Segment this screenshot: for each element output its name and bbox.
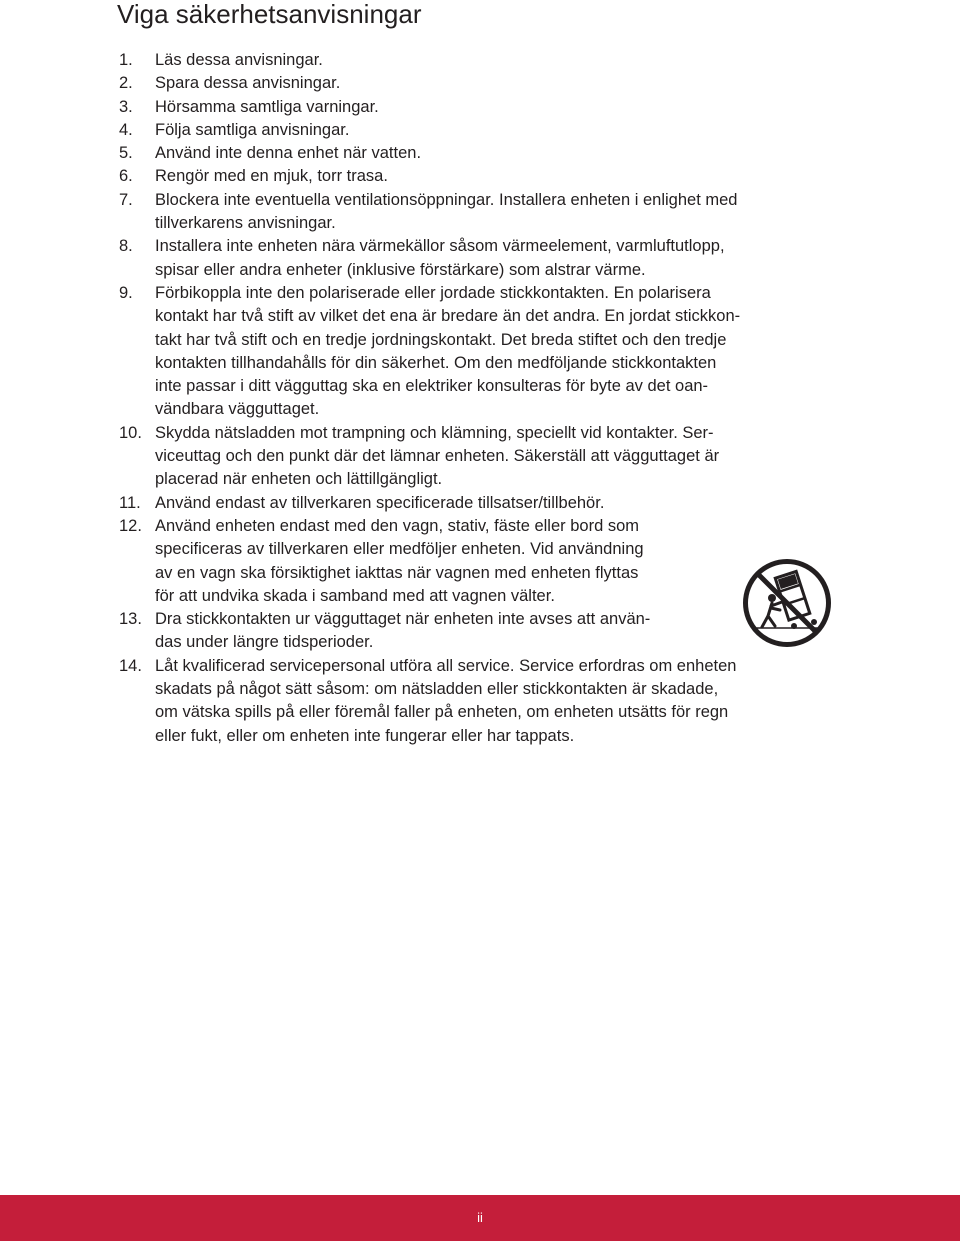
- list-item-text: [155, 72, 740, 95]
- list-item-number: 11.: [119, 493, 141, 512]
- list-item-number: 5.: [119, 144, 133, 163]
- list-item-line: specificeras av tillverkaren eller medföljer enheten. Vid användning: [155, 540, 644, 559]
- list-item-line: om vätska spills på eller föremål faller på enheten, om enheten utsätts för regn: [155, 703, 729, 722]
- list-item-line: Installera inte enheten nära värmekällor såsom värmeelement, varmluftutlopp,: [155, 237, 725, 256]
- list-item-text: [155, 422, 740, 492]
- list-item-text: [155, 655, 740, 748]
- list-item-number: 14.: [119, 656, 142, 675]
- list-item-line: Förbikoppla inte den polariserade eller jordade stickkontakten. En polarisera: [155, 283, 711, 302]
- list-item: [0, 165, 740, 188]
- list-item-text: [155, 492, 740, 515]
- list-item: [0, 515, 740, 608]
- list-item: [0, 608, 740, 655]
- list-item: [0, 189, 740, 236]
- list-item-line: inte passar i ditt vägguttag ska en elektriker konsulteras för byte av det oan-: [155, 377, 709, 396]
- cart-tip-over-warning-icon: [742, 558, 832, 648]
- list-item-line: av en vagn ska försiktighet iakttas när vagnen med enheten flyttas: [155, 563, 639, 582]
- list-item-text: [155, 96, 740, 119]
- list-item-line: Använd enheten endast med den vagn, stativ, fäste eller bord som: [155, 516, 639, 535]
- list-item: [0, 72, 740, 95]
- list-item-number: 3.: [119, 97, 133, 116]
- list-item: [0, 142, 740, 165]
- list-item-text: [155, 142, 740, 165]
- list-item: [0, 282, 740, 422]
- list-item-line: vändbara vägguttaget.: [155, 400, 320, 419]
- list-item-line: Följa samtliga anvisningar.: [155, 120, 350, 139]
- list-item-line: Använd endast av tillverkaren specificerade tillsatser/tillbehör.: [155, 493, 605, 512]
- list-item-line: Läs dessa anvisningar.: [155, 51, 323, 69]
- list-item-line: Hörsamma samtliga varningar.: [155, 97, 379, 116]
- list-item-number: 9.: [119, 283, 133, 302]
- footer-bar: [0, 1195, 960, 1241]
- safety-instruction-list: [0, 49, 740, 748]
- list-item-text: [155, 515, 740, 608]
- list-item-number: 7.: [119, 190, 133, 209]
- list-item-line: spisar eller andra enheter (inklusive förstärkare) som alstrar värme.: [155, 260, 646, 279]
- list-item-line: Använd inte denna enhet när vatten.: [155, 144, 422, 163]
- list-item-text: [155, 282, 740, 422]
- list-item-text: [155, 49, 740, 72]
- page-title: Viga säkerhetsanvisningar: [117, 0, 422, 29]
- list-item-line: för att undvika skada i samband med att vagnen välter.: [155, 586, 555, 605]
- page-number: ii: [477, 1210, 483, 1225]
- list-item: [0, 49, 740, 72]
- list-item-line: takt har två stift och en tredje jordningskontakt. Det breda stiftet och den tredje: [155, 330, 727, 349]
- list-item-number: 1.: [119, 51, 133, 69]
- list-item-line: viceuttag och den punkt där det lämnar enheten. Säkerställ att vägguttaget är: [155, 447, 720, 466]
- list-item-text: [155, 119, 740, 142]
- list-item-number: 10.: [119, 423, 142, 442]
- list-item-line: eller fukt, eller om enheten inte fungerar eller har tappats.: [155, 726, 575, 745]
- list-item: [0, 96, 740, 119]
- list-item: [0, 655, 740, 748]
- list-item-line: das under längre tidsperioder.: [155, 633, 374, 652]
- list-item-text: [155, 165, 740, 188]
- list-item: [0, 119, 740, 142]
- list-item-line: skadats på något sätt såsom: om nätsladden eller stickkontakten är skadade,: [155, 680, 719, 699]
- list-item-number: 12.: [119, 516, 142, 535]
- list-item-line: Rengör med en mjuk, torr trasa.: [155, 167, 388, 186]
- list-item-number: 13.: [119, 610, 142, 629]
- list-item-text: [155, 235, 740, 282]
- list-item-line: Dra stickkontakten ur vägguttaget när enheten inte avses att använ-: [155, 610, 651, 629]
- list-item-number: 2.: [119, 74, 133, 93]
- list-item-number: 6.: [119, 167, 133, 186]
- list-item-number: 8.: [119, 237, 133, 256]
- list-item-line: Skydda nätsladden mot trampning och klämning, speciellt vid kontakter. Ser-: [155, 423, 714, 442]
- list-item-line: Spara dessa anvisningar.: [155, 74, 341, 93]
- list-item-text: [155, 189, 740, 236]
- list-item-line: tillverkarens anvisningar.: [155, 214, 336, 233]
- list-item-line: kontakt har två stift av vilket det ena är bredare än det andra. En jordat stickkon-: [155, 307, 741, 326]
- list-item: [0, 235, 740, 282]
- list-item-line: Låt kvalificerad servicepersonal utföra all service. Service erfordras om enheten: [155, 656, 737, 675]
- list-item-line: Blockera inte eventuella ventilationsöppningar. Installera enheten i enlighet med: [155, 190, 738, 209]
- list-item: [0, 422, 740, 492]
- list-item-text: [155, 608, 740, 655]
- list-item: [0, 492, 740, 515]
- list-item-line: placerad när enheten och lättillgängligt.: [155, 470, 443, 489]
- list-item-line: kontakten tillhandahålls för din säkerhet. Om den medföljande stickkontakten: [155, 353, 717, 372]
- list-item-number: 4.: [119, 120, 133, 139]
